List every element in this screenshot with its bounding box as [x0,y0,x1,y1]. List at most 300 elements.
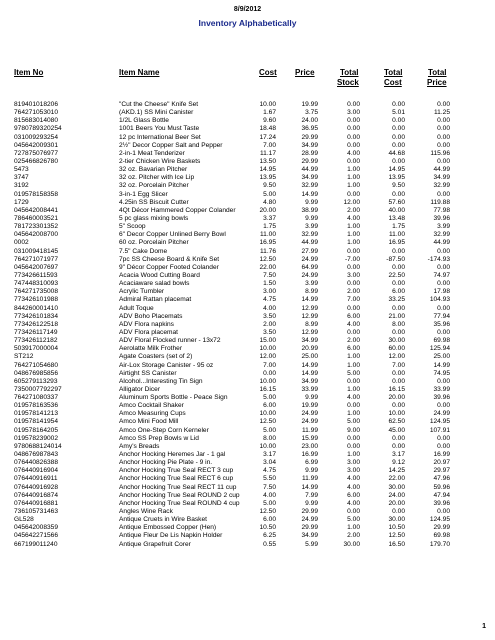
total-stock-cell: 0.00 [347,280,360,288]
total-cost-cell: 9.12 [392,459,405,467]
table-row [0,541,495,549]
price-cell: 44.99 [301,239,318,247]
cost-cell: 10.00 [259,410,276,418]
cost-cell: 14.95 [259,166,276,174]
table-row [0,459,495,467]
price-cell: 3.75 [305,109,318,117]
total-stock-cell: 0.00 [347,133,360,141]
table-row [0,272,495,280]
item-no-cell: 031009418145 [14,247,59,255]
cost-cell: 7.50 [263,271,276,279]
total-stock-cell: 0.00 [347,402,360,410]
total-price-cell: 0.00 [437,263,450,271]
total-stock-cell: 5.00 [347,516,360,524]
item-no-cell: 045642009301 [14,141,59,149]
item-name-cell: ADV Flora placemat [119,328,178,336]
item-no-cell: 747448310093 [14,280,59,288]
item-name-cell: 7.5" Cake Dome [119,247,168,255]
total-price-cell: 32.99 [433,182,450,190]
item-no-cell: 773426117149 [14,328,58,336]
item-no-cell: 045642008359 [14,524,59,532]
table-row [0,451,495,459]
item-no-cell: 031009293254 [14,133,59,141]
cost-cell: 16.95 [259,239,276,247]
total-cost-cell: 16.50 [388,540,405,548]
cost-cell: 5.00 [263,394,276,402]
total-cost-cell: 14.95 [388,166,405,174]
item-name-cell: 9" Décor Copper Footed Colander [119,263,219,271]
item-no-cell: GL528 [14,516,34,524]
total-price-cell: 69.98 [433,532,450,540]
item-name-cell: 1/2L Glass Bottle [119,117,169,125]
price-cell: 12.99 [301,312,318,320]
table-row [0,305,495,313]
price-cell: 24.99 [301,255,318,263]
price-cell: 14.99 [301,190,318,198]
total-cost-cell: 7.00 [392,361,405,369]
cost-cell: 10.00 [259,377,276,385]
price-cell: 19.99 [301,101,318,108]
item-no-cell: 3747 [14,174,29,182]
price-cell: 32.99 [301,231,318,239]
total-stock-cell: 2.00 [347,206,360,214]
item-no-cell: 048676987843 [14,451,59,459]
table-row [0,134,495,142]
cost-cell: 9.50 [263,182,276,190]
total-price-cell: 0.00 [437,434,450,442]
item-no-cell: 819401018206 [14,101,59,108]
cost-cell: 4.80 [263,198,276,206]
table-row [0,402,495,410]
total-price-cell: 34.99 [433,174,450,182]
cost-cell: 0.00 [263,369,276,377]
item-name-cell: Aerolatte Milk Frother [119,345,183,353]
cost-cell: 13.50 [259,157,276,165]
item-name-cell: 4.25in SS Biscuit Cutter [119,198,189,206]
total-stock-cell: 0.00 [347,125,360,133]
price-cell: 38.99 [301,206,318,214]
price-cell: 34.99 [301,377,318,385]
header-total-stock-1: Total [340,68,359,77]
price-cell: 28.99 [301,149,318,157]
total-stock-cell: 0.00 [347,442,360,450]
item-no-cell: 076440916881 [14,499,59,507]
item-name-cell: Amco SS Prep Bowls w Lid [119,434,199,442]
total-stock-cell: 2.00 [347,337,360,345]
report-title: Inventory Alphabetically [198,18,297,28]
total-price-cell: 59.96 [433,483,450,491]
item-name-cell: Amco Cocktail Shaker [119,402,184,410]
total-cost-cell: 6.00 [392,288,405,296]
total-price-cell: 0.00 [437,280,450,288]
price-cell: 14.99 [301,483,318,491]
total-price-cell: 0.00 [437,328,450,336]
total-price-cell: 77.94 [433,312,450,320]
total-price-cell: 0.00 [437,117,450,125]
total-cost-cell: 60.00 [388,345,405,353]
price-cell: 34.99 [301,174,318,182]
total-cost-cell: 0.00 [392,190,405,198]
cost-cell: 4.00 [263,491,276,499]
item-name-cell: 2½" Decor Copper Salt and Pepper [119,141,223,149]
price-cell: 29.99 [301,133,318,141]
total-stock-cell: 0.00 [347,157,360,165]
total-stock-cell: 4.00 [347,499,360,507]
total-price-cell: 107.91 [429,426,450,434]
cost-cell: 12.50 [259,418,276,426]
price-cell: 29.99 [301,508,318,516]
cost-cell: 6.25 [263,532,276,540]
price-cell: 11.99 [301,426,318,434]
item-name-cell: Anchor Hocking True Seal ROUND 4 cup [119,499,240,507]
column-header-row [0,68,495,90]
total-price-cell: 33.99 [433,385,450,393]
header-total-cost-1: Total [384,68,403,77]
total-cost-cell: 10.50 [388,524,405,532]
total-cost-cell: 0.00 [392,402,405,410]
cost-cell: 0.55 [263,540,276,548]
table-row [0,174,495,182]
item-name-cell: 7pc SS Cheese Board & Knife Set [119,255,220,263]
cost-cell: 11.00 [259,231,276,239]
price-cell: 9.99 [305,394,318,402]
item-name-cell: (AKD.1) SS Mini Canister [119,109,194,117]
table-row [0,199,495,207]
item-no-cell: 7350007792297 [14,385,62,393]
item-no-cell: 019578239002 [14,434,59,442]
item-no-cell: 019578141213 [14,410,59,418]
total-cost-cell: 22.50 [388,271,405,279]
item-no-cell: 815683014080 [14,117,59,125]
item-no-cell: ST212 [14,353,34,361]
total-price-cell: 16.99 [433,451,450,459]
header-total-stock-2: Stock [337,77,359,87]
table-row [0,280,495,288]
table-row [0,370,495,378]
item-name-cell: Acrylic Tumbler [119,288,165,296]
item-no-cell: 9780688124014 [14,442,62,450]
total-cost-cell: -87.50 [386,255,405,263]
price-cell: 5.99 [305,540,318,548]
total-price-cell: 125.94 [429,345,450,353]
item-name-cell: ADV Flora napkins [119,320,174,328]
item-no-cell: 764271080337 [14,394,59,402]
total-price-cell: 39.96 [433,214,450,222]
item-name-cell: Anchor Hocking True Seal ROUND 2 cup [119,491,240,499]
total-price-cell: 104.93 [429,296,450,304]
table-row [0,475,495,483]
table-row [0,150,495,158]
cost-cell: 7.00 [263,361,276,369]
table-row [0,337,495,345]
item-name-cell: Anchor Hocking True Seal RECT 11 cup [119,483,237,491]
header-total-price-1: Total [428,68,447,77]
table-row [0,410,495,418]
total-price-cell: -174.93 [427,255,450,263]
item-name-cell: Anchor Hocking True Seal RECT 6 cup [119,475,234,483]
total-stock-cell: 6.00 [347,312,360,320]
total-price-cell: 115.96 [430,149,450,157]
total-price-cell: 0.00 [437,508,450,516]
item-no-cell: 045642271566 [14,532,59,540]
cost-cell: 6.00 [263,516,276,524]
table-row [0,231,495,239]
total-cost-cell: 8.00 [392,320,405,328]
item-name-cell: Angles Wine Rack [119,508,173,516]
total-stock-cell: 0.00 [347,101,360,108]
total-cost-cell: 21.00 [388,312,405,320]
table-row [0,362,495,370]
item-no-cell: 019578164205 [14,426,59,434]
total-price-cell: 0.00 [437,442,450,450]
total-stock-cell: 1.00 [347,182,360,190]
item-no-cell: 076440916911 [14,475,58,483]
total-price-cell: 47.94 [433,491,450,499]
price-cell: 3.99 [305,280,318,288]
table-row [0,223,495,231]
item-no-cell: 076440826388 [14,459,59,467]
total-stock-cell: 5.00 [347,418,360,426]
price-cell: 15.99 [301,434,318,442]
table-row [0,386,495,394]
total-stock-cell: 2.00 [347,288,360,296]
price-cell: 32.99 [301,182,318,190]
item-no-cell: 764271053010 [14,109,59,117]
total-price-cell: 0.00 [437,190,450,198]
total-price-cell: 11.25 [433,109,450,117]
item-no-cell: 736105731463 [14,508,59,516]
item-no-cell: 773426101988 [14,296,59,304]
item-name-cell: 5 pc glass mixing bowls [119,214,189,222]
item-name-cell: Alligator Dicer [119,385,161,393]
total-cost-cell: 0.00 [392,125,405,133]
cost-cell: 16.15 [259,385,276,393]
table-row [0,109,495,117]
total-stock-cell: 1.00 [347,385,360,393]
price-cell: 25.00 [301,353,318,361]
item-no-cell: 076440916928 [14,483,59,491]
total-price-cell: 39.96 [433,394,450,402]
total-stock-cell: 3.00 [347,109,360,117]
table-row [0,532,495,540]
item-name-cell: Amco Measuring Cups [119,410,186,418]
total-cost-cell: 10.00 [388,410,405,418]
item-name-cell: Agate Coasters (set of 2) [119,353,193,361]
cost-cell: 3.50 [263,312,276,320]
total-cost-cell: 20.00 [388,394,405,402]
item-name-cell: 2-tier Chicken Wire Baskets [119,157,201,165]
total-cost-cell: 0.00 [392,280,405,288]
total-stock-cell: 4.00 [347,394,360,402]
cost-cell: 15.00 [259,337,276,345]
price-cell: 27.99 [301,247,318,255]
cost-cell: 12.00 [259,353,276,361]
price-cell: 14.99 [301,296,318,304]
price-cell: 34.99 [301,141,318,149]
price-cell: 14.99 [301,361,318,369]
total-stock-cell: 1.00 [347,223,360,231]
cost-cell: 1.50 [263,280,276,288]
total-cost-cell: 0.00 [392,141,405,149]
cost-cell: 18.48 [259,125,276,133]
price-cell: 9.99 [305,499,318,507]
price-cell: 8.99 [305,288,318,296]
item-name-cell: Admiral Rattan placemat [119,296,192,304]
item-no-cell: 773426611593 [14,271,58,279]
total-cost-cell: 12.00 [388,353,405,361]
item-name-cell: 4Qt Décor Hammered Copper Colander [119,206,236,214]
total-cost-cell: 33.25 [388,296,405,304]
cost-cell: 4.75 [263,296,276,304]
total-price-cell: 0.00 [437,101,450,108]
item-name-cell: Antique Fleur De Lis Napkin Holder [119,532,223,540]
item-name-cell: 32 oz. Bavarian Pitcher [119,166,188,174]
total-cost-cell: 13.95 [388,174,405,182]
cost-cell: 3.04 [263,459,276,467]
total-stock-cell: 0.00 [347,508,360,516]
total-price-cell: 0.00 [437,141,450,149]
price-cell: 24.99 [301,271,318,279]
cost-cell: 3.00 [263,288,276,296]
table-row [0,394,495,402]
total-cost-cell: 16.95 [388,239,405,247]
inventory-table [0,101,495,549]
price-cell: 24.99 [301,516,318,524]
cost-cell: 11.17 [259,149,276,157]
total-price-cell: 77.98 [433,206,450,214]
total-cost-cell: 44.68 [388,149,405,157]
cost-cell: 7.00 [263,141,276,149]
total-stock-cell: 7.00 [347,296,360,304]
table-row [0,125,495,133]
total-cost-cell: 0.00 [392,369,405,377]
cost-cell: 3.17 [263,451,276,459]
item-name-cell: ADV Floral Flocked runner - 13x72 [119,337,221,345]
total-stock-cell: 3.00 [347,467,360,475]
item-name-cell: "Cut the Cheese" Knife Set [119,101,199,108]
item-name-cell: 3-in-1 Egg Slicer [119,190,168,198]
total-cost-cell: 16.15 [388,385,405,393]
cost-cell: 13.95 [259,174,276,182]
total-stock-cell: 30.00 [343,540,360,548]
price-cell: 20.99 [301,345,318,353]
table-row [0,484,495,492]
total-cost-cell: 0.00 [392,434,405,442]
total-stock-cell: 4.00 [347,475,360,483]
price-cell: 8.99 [305,320,318,328]
total-stock-cell: 1.00 [347,451,360,459]
total-cost-cell: 12.50 [388,532,405,540]
table-row [0,117,495,125]
item-no-cell: 0002 [14,239,29,247]
total-price-cell: 124.95 [429,516,450,524]
item-no-cell: 781723301352 [14,223,59,231]
total-stock-cell: 6.00 [347,491,360,499]
price-cell: 9.99 [305,214,318,222]
item-no-cell: 727875076977 [14,149,59,157]
total-stock-cell: 0.00 [347,247,360,255]
table-row [0,435,495,443]
total-stock-cell: 9.00 [347,426,360,434]
total-cost-cell: 0.00 [392,304,405,312]
total-cost-cell: 0.00 [392,133,405,141]
item-name-cell: 12 pc International Beer Set [119,133,201,141]
price-cell: 7.99 [305,491,318,499]
total-price-cell: 44.99 [433,239,450,247]
item-name-cell: Amy's Breads [119,442,160,450]
price-cell: 9.99 [305,467,318,475]
item-name-cell: Anchor Hocking Pie Plate - 9 in. [119,459,213,467]
total-cost-cell: 45.00 [388,426,405,434]
item-no-cell: 045642008441 [14,206,59,214]
total-stock-cell: 1.00 [347,361,360,369]
cost-cell: 5.00 [263,499,276,507]
item-no-cell: 773426112182 [14,337,58,345]
table-row [0,427,495,435]
item-no-cell: 048676985856 [14,369,59,377]
total-price-cell: 25.00 [433,353,450,361]
item-no-cell: 667199011240 [14,540,58,548]
table-row [0,329,495,337]
table-row [0,142,495,150]
cost-cell: 4.00 [263,304,276,312]
item-no-cell: 764271054680 [14,361,59,369]
cost-cell: 2.00 [263,320,276,328]
header-total-cost-2: Cost [384,77,402,87]
total-price-cell: 0.00 [437,133,450,141]
page-number: 1 [482,623,486,630]
total-cost-cell: 9.50 [392,182,405,190]
total-cost-cell: 0.00 [392,328,405,336]
cost-cell: 5.00 [263,426,276,434]
total-price-cell: 0.00 [437,304,450,312]
item-name-cell: Anchor Hocking Heremes Jar - 1 gal [119,451,226,459]
item-name-cell: Airtight SS Canister [119,369,177,377]
table-row [0,166,495,174]
item-no-cell: 786460003521 [14,214,59,222]
total-stock-cell: 0.00 [347,263,360,271]
total-price-cell: 24.99 [433,410,450,418]
price-cell: 3.99 [305,223,318,231]
total-price-cell: 119.88 [430,198,450,206]
cost-cell: 6.00 [263,402,276,410]
price-cell: 34.99 [301,532,318,540]
table-row [0,207,495,215]
cost-cell: 9.60 [263,117,276,125]
price-cell: 12.99 [301,304,318,312]
total-cost-cell: 0.00 [392,247,405,255]
cost-cell: 11.76 [259,247,276,255]
table-row [0,492,495,500]
price-cell: 24.99 [301,410,318,418]
price-cell: 33.99 [301,385,318,393]
total-stock-cell: 2.00 [347,532,360,540]
price-cell: 36.95 [301,125,318,133]
total-stock-cell: 0.00 [347,190,360,198]
item-no-cell: 019578163536 [14,402,59,410]
item-name-cell: Antique Cruets in Wire Basket [119,516,207,524]
item-name-cell: Aluminum Sports Bottle - Peace Sign [119,394,228,402]
total-price-cell: 0.00 [437,377,450,385]
total-stock-cell: 6.00 [347,345,360,353]
total-cost-cell: 22.00 [388,475,405,483]
header-price: Price [295,68,315,77]
item-name-cell: 32 oz. Porcelain Pitcher [119,182,189,190]
cost-cell: 22.00 [259,263,276,271]
total-cost-cell: 0.00 [392,101,405,108]
item-name-cell: 1001 Beers You Must Taste [119,125,200,133]
table-row [0,101,495,109]
